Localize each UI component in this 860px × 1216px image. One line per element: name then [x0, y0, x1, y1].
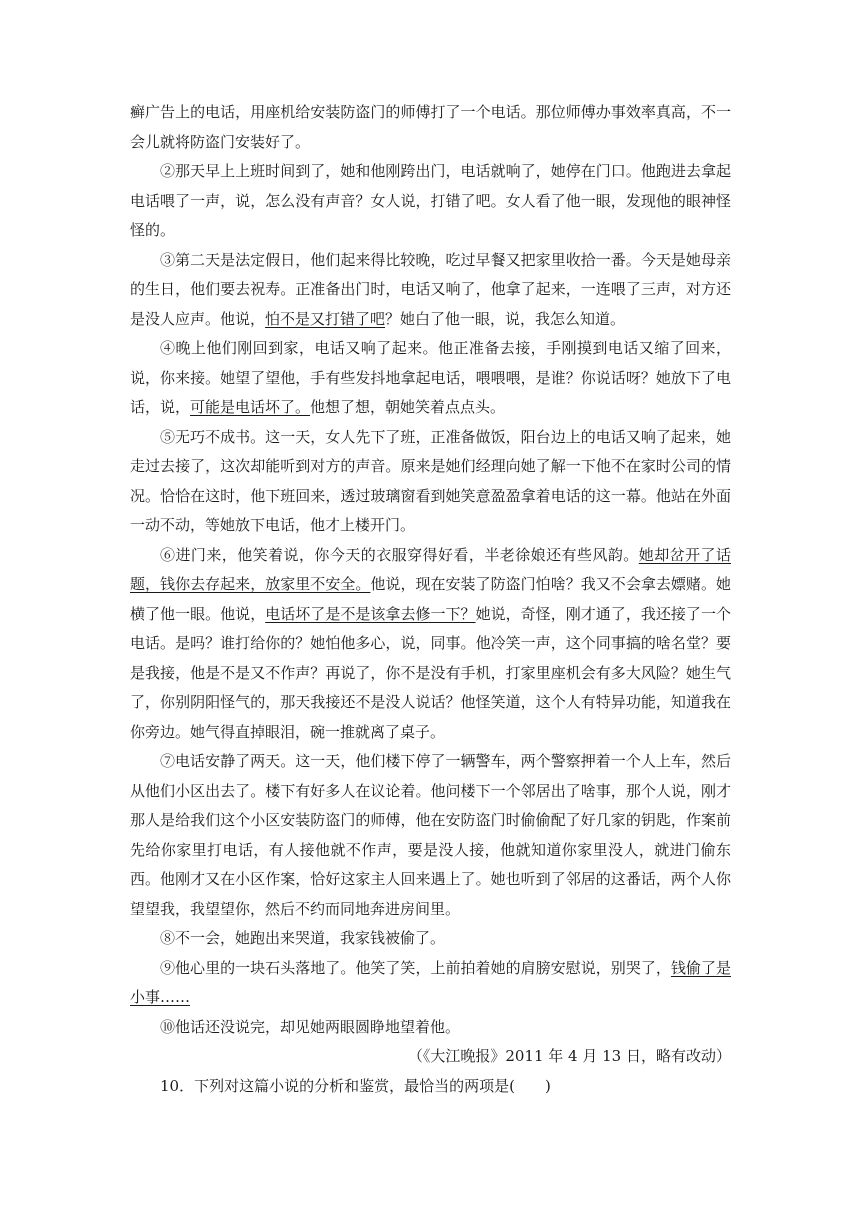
underlined-sentence: 钱偷了是小事……	[130, 958, 731, 1006]
paragraph-text: 她说，奇怪，刚才通了，我还接了一个电话。是吗？谁打给你的？她怕他多心，说，同事。他冷笑一声，这个同事搞的啥名堂？要是我接，他是不是又不作声？再说了，你不是没有手机，打家里座机会有多大风险？她生气了，你别阴阳怪气的，那天我接还不是没人说话？他怪笑道，这个人有特异功能，知道我在你旁边。她气得直掉眼泪，碗一推就离了桌子。	[130, 604, 731, 741]
story-paragraph	[130, 541, 731, 748]
paragraph-text: ③第二天是法定假日，他们起来得比较晚，吃过早餐又把家里收拾一番。今天是她母亲的生日，他们要去祝寿。正准备出门时，电话又响了，他拿了起来，一连喂了三声，对方还是没人应声。他说，	[130, 250, 731, 328]
underlined-sentence: 可能是电话坏了。	[190, 398, 311, 416]
story-body	[130, 98, 731, 1042]
paragraph-text: ⑦电话安静了两天。这一天，他们楼下停了一辆警车，两个警察押着一个人上车，然后从他们小区出去了。楼下有好多人在议论着。他问楼下一个邻居出了啥事，那个人说，刚才那人是给我们这个小区安装防盗门的师傅，他在安防盗门时偷偷配了好几家的钥匙，作案前先给你家里打电话，有人接他就不作声，要是没人接，他就知道你家里没人，就进门偷东西。他刚才又在小区作案，恰好这家主人回来遇上了。她也听到了邻居的这番话，两个人你望望我，我望望你，然后不约而同地奔进房间里。	[130, 752, 731, 918]
paragraph-text: ⑥进门来，他笑着说，你今天的衣服穿得好看，半老徐娘还有些风韵。	[160, 545, 639, 564]
story-paragraph	[130, 747, 731, 924]
story-paragraph	[130, 98, 731, 157]
paragraph-text: ⑧不一会，她跑出来哭道，我家钱被偷了。	[160, 929, 446, 947]
story-paragraph	[130, 246, 731, 335]
story-paragraph	[130, 334, 731, 423]
story-paragraph	[130, 423, 731, 541]
paragraph-text: ④晚上他们刚回到家，电话又响了起来。他正准备去接，手刚摸到电话又缩了回来，说，你来接。她望了望他，手有些发抖地拿起电话，喂喂喂，是谁？你说话呀？她放下了电话，说，	[130, 339, 731, 416]
paragraph-text: 癣广告上的电话，用座机给安装防盗门的师傅打了一个电话。那位师傅办事效率真高，不一会儿就将防盗门安装好了。	[130, 103, 731, 151]
paragraph-text: ？她白了他一眼，说，我怎么知道。	[385, 309, 626, 328]
story-paragraph	[130, 157, 731, 246]
paragraph-text: ⑤无巧不成书。这一天，女人先下了班，正准备做饭，阳台边上的电话又响了起来，她走过去接了，这次却能听到对方的声音。原来是她们经理向她了解一下他不在家时公司的情况。恰恰在这时，他下班回来，透过玻璃窗看到她笑意盈盈拿着电话的这一幕。他站在外面一动不动，等她放下电话，他才上楼开门。	[130, 427, 731, 534]
underlined-sentence: 怕不是又打错了吧	[265, 309, 386, 328]
story-paragraph	[130, 954, 731, 1013]
underlined-sentence: 她却岔开了话题，钱你去存起来，放家里不安全。	[130, 545, 731, 593]
question-10: 10．下列对这篇小说的分析和鉴赏，最恰当的两项是( )	[160, 1076, 551, 1095]
paragraph-text: 他说，现在安装了防盗门怕啥？我又不会拿去嫖赌。她横了他一眼。他说，	[130, 575, 731, 623]
document-page	[130, 98, 731, 1101]
paragraph-text: 他想了想，朝她笑着点点头。	[310, 398, 506, 416]
story-paragraph	[130, 924, 731, 954]
paragraph-text: ⑨他心里的一块石头落地了。他笑了笑，上前拍着她的肩膀安慰说，别哭了，	[160, 958, 671, 977]
underlined-sentence: 电话坏了是不是该拿去修一下？	[265, 604, 476, 623]
story-paragraph	[130, 1013, 731, 1043]
source-citation: （《大江晚报》2011 年 4 月 13 日，略有改动）	[407, 1047, 731, 1065]
paragraph-text: ⑩他话还没说完，却见她两眼圆睁地望着他。	[160, 1017, 461, 1036]
paragraph-text: ②那天早上上班时间到了，她和他刚跨出门，电话就响了，她停在门口。他跑进去拿起电话喂了一声，说，怎么没有声音？女人说，打错了吧。女人看了他一眼，发现他的眼神怪怪的。	[130, 162, 731, 239]
